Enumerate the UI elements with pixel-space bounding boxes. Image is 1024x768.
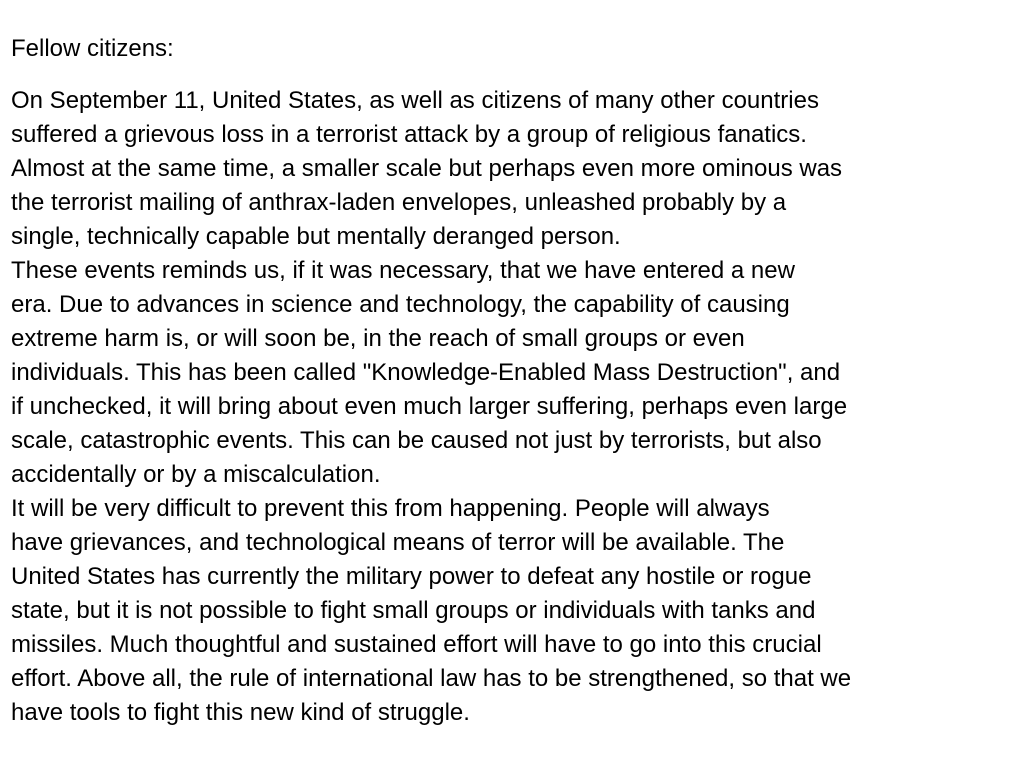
letter-page (11, 32, 1016, 730)
letter-body: On September 11, United States, as well as citizens of many other countries suffered a grievous loss in a terrorist attack by a group of religious fanatics. Almost at the same time, a smaller scale but perhaps even more ominous was the terrorist mailing of anthrax-laden envelopes, unleashed probably by a single, technically capable but mentally deranged person. These events reminds us, if it was necessary, that we have entered a new era. Due to advances in science and technology, the capability of causing extreme harm is, or will soon be, in the reach of small groups or even individuals. This has been called "Knowledge-Enabled Mass Destruction", and if unchecked, it will bring about even much larger suffering, perhaps even large scale, catastrophic events. This can be caused not just by terrorists, but also accidentally or by a miscalculation. It will be very difficult to prevent this from happening. People will always have grievances, and technological means of terror will be available. The United States has currently the military power to defeat any hostile or rogue state, but it is not possible to fight small groups or individuals with tanks and missiles. Much thoughtful and sustained effort will have to go into this crucial effort. Above all, the rule of international law has to be strengthened, so that we have tools to fight this new kind of struggle. (11, 87, 852, 726)
salutation: Fellow citizens: (11, 35, 174, 62)
